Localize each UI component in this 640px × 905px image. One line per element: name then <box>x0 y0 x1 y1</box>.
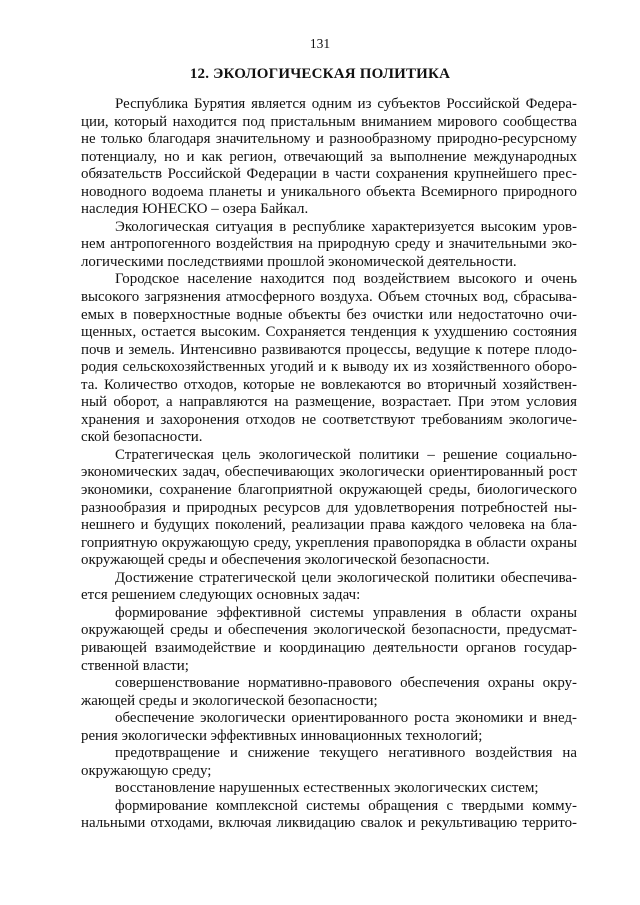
paragraph <box>81 271 577 446</box>
paragraph <box>81 745 577 780</box>
paragraph <box>81 219 577 272</box>
text-line: нальными отходами, включая ликвидацию свалок и рекультивацию террито- <box>81 815 577 832</box>
text-line: восстановление нарушенных естественных экологических систем; <box>115 780 539 797</box>
text-line: новодного водоема планеты и уникального объекта Всемирного природного <box>81 183 577 200</box>
text-line: родия сельскохозяйственных угодий и к выводу их из хозяйственного оборо- <box>81 359 577 376</box>
paragraph <box>81 780 577 798</box>
text-line: ции, который находится под пристальным вниманием мирового сообщества <box>81 113 577 130</box>
section-title: 12. ЭКОЛОГИЧЕСКАЯ ПОЛИТИКА <box>189 66 451 82</box>
text-line: логическими последствиями прошлой экономической деятельности. <box>81 253 517 270</box>
text-line: Стратегическая цель экологической политики – решение социально- <box>115 446 577 463</box>
text-line: формирование комплексной системы обращения с твердыми комму- <box>115 797 577 814</box>
body-text <box>81 96 577 833</box>
text-line: экономических задач, обеспечивающих экологически ориентированный рост <box>81 464 577 481</box>
text-line: почв и земель. Интенсивно развиваются процессы, ведущие к потере плодо- <box>81 341 577 358</box>
paragraph <box>81 605 577 675</box>
text-line: ривающей взаимодействие и координацию деятельности органов государ- <box>81 639 577 656</box>
text-line: экономики, сохранение благоприятной окружающей среды, биологического <box>81 482 577 499</box>
text-line: нешнего и будущих поколений, реализации права каждого человека на бла- <box>81 517 577 534</box>
text-line: обязательств Российской Федерации в части сохранения крупнейшего прес- <box>81 166 577 183</box>
text-line: хранения и захоронения отходов не соответствуют требованиям экологиче- <box>81 411 577 428</box>
text-line: высокого загрязнения атмосферного воздуха. Объем сточных вод, сбрасыва- <box>81 289 577 306</box>
text-line: ный оборот, а направляются на размещение, возрастает. При этом условия <box>81 394 577 411</box>
text-line: Достижение стратегической цели экологической политики обеспечива- <box>115 569 577 586</box>
text-line: Республика Бурятия является одним из субъектов Российской Федера- <box>115 96 577 112</box>
text-line: та. Количество отходов, которые не вовлекаются во вторичный хозяйствен- <box>81 376 577 393</box>
text-line: емых в поверхностные водные объекты без очистки или недостаточно очи- <box>81 306 577 323</box>
text-line: потенциалу, но и как регион, отвечающий за выполнение международных <box>81 148 577 165</box>
text-line: жающей среды и экологической безопасности; <box>81 692 378 709</box>
text-line: обеспечение экологически ориентированного роста экономики и внед- <box>115 710 577 727</box>
text-line: Городское население находится под воздействием высокого и очень <box>115 271 577 288</box>
paragraph <box>81 798 577 833</box>
text-line: ской безопасности. <box>81 429 203 446</box>
text-line: разнообразия и природных ресурсов для удовлетворения потребностей ны- <box>81 499 577 516</box>
paragraph <box>81 675 577 710</box>
text-line: ется решением следующих основных задач: <box>81 587 361 604</box>
paragraph <box>81 447 577 570</box>
text-line: ственной власти; <box>81 657 189 674</box>
text-line: Экологическая ситуация в республике характеризуется высоким уров- <box>115 218 577 235</box>
text-line: нем антропогенного воздействия на природную среду и значительными эко- <box>81 236 577 253</box>
text-line: формирование эффективной системы управления в области охраны <box>115 604 577 621</box>
text-line: окружающей среды и обеспечения экологической безопасности. <box>81 552 490 569</box>
text-line: окружающую среду; <box>81 762 212 779</box>
text-line: не только благодаря значительному и разнообразному природно-ресурсному <box>81 131 577 148</box>
text-line: окружающей среды и обеспечения экологической безопасности, предусмат- <box>81 622 577 639</box>
text-line: совершенствование нормативно-правового обеспечения охраны окру- <box>115 675 577 692</box>
text-line: рения экологически эффективных инновационных технологий; <box>81 727 483 744</box>
text-line: щенных, остается высоким. Сохраняется тенденция к ухудшению состояния <box>81 324 577 341</box>
text-line: наследия ЮНЕСКО – озера Байкал. <box>81 201 309 218</box>
page-number: 131 <box>309 36 331 51</box>
text-line: предотвращение и снижение текущего негативного воздействия на <box>115 745 577 762</box>
text-line: гоприятную окружающую среду, укрепления правопорядка в области охраны <box>81 534 577 551</box>
paragraph <box>81 570 577 605</box>
paragraph <box>81 96 577 219</box>
paragraph <box>81 710 577 745</box>
